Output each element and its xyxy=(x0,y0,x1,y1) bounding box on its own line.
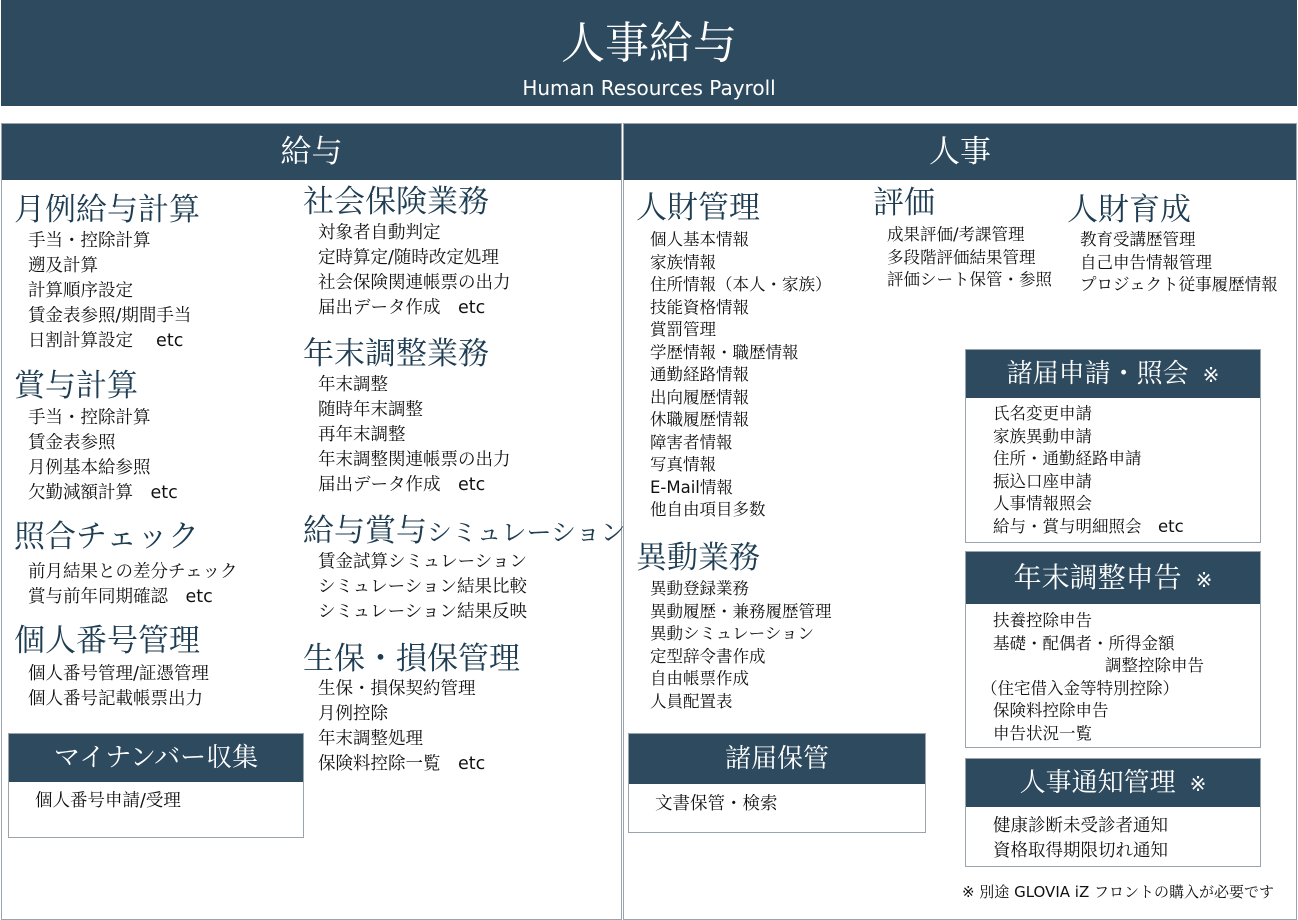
list-item: 教育受講歴管理 xyxy=(1080,230,1196,249)
list-item: 計算順序設定 xyxy=(28,281,133,301)
list-item: 届出データ作成 etc xyxy=(318,298,486,318)
list-item: 定型辞令書作成 xyxy=(650,646,766,666)
simulation-heading-small: シミュレーション xyxy=(427,518,626,547)
list-item: 家族異動申請 xyxy=(993,426,1092,446)
list-item: 手当・控除計算 xyxy=(28,231,151,251)
development-heading: 人財育成 xyxy=(1067,192,1191,228)
document-storage-box xyxy=(628,733,926,833)
talent-list xyxy=(650,229,832,522)
bonus-calc-list xyxy=(28,406,178,506)
list-item: 対象者自動判定 xyxy=(318,223,441,243)
simulation-list xyxy=(318,550,527,625)
hr-notification-box xyxy=(965,758,1261,867)
footnote: ※ 別途 GLOVIA iZ フロントの購入が必要です xyxy=(961,883,1274,901)
list-item: 再年末調整 xyxy=(318,425,406,445)
hr-notification-header xyxy=(966,759,1260,807)
check-list xyxy=(28,560,237,610)
hr-panel-header: 人事 xyxy=(624,124,1296,180)
list-item: 保険料控除申告 xyxy=(993,701,1109,720)
list-item: 扶養控除申告 xyxy=(993,611,1092,630)
year-end-list xyxy=(318,373,511,498)
list-item: 障害者情報 xyxy=(650,432,733,452)
list-item: 個人番号記載帳票出力 xyxy=(28,689,203,709)
list-item: 個人基本情報 xyxy=(650,230,749,249)
list-item: 年末調整関連帳票の出力 xyxy=(318,450,511,470)
hr-notification-mark: ※ xyxy=(1189,772,1207,796)
year-end-declaration-title: 年末調整申告 xyxy=(1013,561,1182,594)
list-item: 資格取得期限切れ通知 xyxy=(993,841,1168,861)
list-item: シミュレーション結果比較 xyxy=(318,577,527,597)
talent-heading: 人財管理 xyxy=(636,190,760,226)
list-item: 賃金試算シミュレーション xyxy=(318,552,527,572)
requests-header xyxy=(966,350,1260,398)
list-item: 届出データ作成 etc xyxy=(318,475,486,495)
hr-notification-list xyxy=(993,814,1168,864)
simulation-heading xyxy=(303,513,626,551)
year-end-heading: 年末調整業務 xyxy=(303,336,489,372)
list-item: 自己申告情報管理 xyxy=(1080,252,1212,272)
mynumber-list xyxy=(28,662,209,712)
requests-box xyxy=(965,349,1261,543)
mynumber-collect-header: マイナンバー収集 xyxy=(9,734,303,782)
list-item: 遡及計算 xyxy=(28,256,98,276)
list-item: 異動登録業務 xyxy=(650,579,749,598)
list-item: 人員配置表 xyxy=(650,691,733,711)
list-item: 年末調整 xyxy=(318,375,388,395)
year-end-declaration-header xyxy=(966,552,1260,604)
requests-title: 諸届申請・照会 xyxy=(1006,359,1189,389)
list-item: 調整控除申告 xyxy=(1105,656,1204,675)
list-item: 個人番号申請/受理 xyxy=(35,791,181,811)
year-end-declaration-box xyxy=(965,551,1261,748)
hr-notification-title: 人事通知管理 xyxy=(1019,768,1176,798)
development-list xyxy=(1080,229,1278,297)
transfer-list xyxy=(650,578,832,713)
list-item: 保険料控除一覧 etc xyxy=(318,754,486,774)
list-item: 休職履歴情報 xyxy=(650,410,749,429)
mynumber-heading: 個人番号管理 xyxy=(14,623,200,659)
list-item: 評価シート保管・参照 xyxy=(887,270,1052,289)
mynumber-collect-list xyxy=(35,789,181,814)
top-banner xyxy=(1,0,1297,106)
list-item: 多段階評価結果管理 xyxy=(887,247,1036,267)
payroll-panel-header: 給与 xyxy=(2,124,621,180)
list-item: 文書保管・検索 xyxy=(655,794,778,814)
transfer-heading: 異動業務 xyxy=(636,540,760,576)
list-item: 振込口座申請 xyxy=(993,471,1092,491)
social-insurance-heading: 社会保険業務 xyxy=(303,184,489,220)
list-item: 異動履歴・兼務履歴管理 xyxy=(650,601,832,621)
list-item: 年末調整処理 xyxy=(318,729,423,749)
year-end-declaration-list xyxy=(981,610,1204,745)
list-item: 学歴情報・職歴情報 xyxy=(650,342,799,362)
list-item: E-Mail情報 xyxy=(650,477,733,497)
list-item: 定時算定/随時改定処理 xyxy=(318,248,499,268)
insurance-list xyxy=(318,677,485,777)
list-item: 賞与前年同期確認 etc xyxy=(28,587,213,607)
list-item: （住宅借入金等特別控除） xyxy=(981,678,1179,698)
list-item: 月例基本給参照 xyxy=(28,458,151,478)
list-item: 社会保険関連帳票の出力 xyxy=(318,273,511,293)
page-subtitle: Human Resources Payroll xyxy=(522,76,776,100)
list-item: 月例控除 xyxy=(318,704,388,724)
list-item: 給与・賞与明細照会 etc xyxy=(993,516,1184,536)
list-item: 欠勤減額計算 etc xyxy=(28,483,178,503)
document-storage-header: 諸届保管 xyxy=(629,734,925,784)
requests-list xyxy=(993,403,1184,538)
list-item: プロジェクト従事履歴情報 xyxy=(1080,275,1278,294)
list-item: 通勤経路情報 xyxy=(650,365,749,384)
list-item: 健康診断未受診者通知 xyxy=(993,816,1168,836)
social-insurance-list xyxy=(318,221,511,321)
list-item: 個人番号管理/証憑管理 xyxy=(28,664,209,684)
list-item: 賞罰管理 xyxy=(650,320,716,339)
list-item: 出向履歴情報 xyxy=(650,387,749,407)
list-item: 自由帳票作成 xyxy=(650,669,749,688)
check-heading: 照合チェック xyxy=(14,519,200,555)
list-item: シミュレーション結果反映 xyxy=(318,602,527,622)
monthly-payroll-heading: 月例給与計算 xyxy=(14,192,200,228)
list-item: 他自由項目多数 xyxy=(650,500,766,519)
insurance-heading: 生保・損保管理 xyxy=(303,641,520,677)
mynumber-collect-box xyxy=(8,733,304,838)
list-item: 異動シミュレーション xyxy=(650,624,815,643)
list-item: 手当・控除計算 xyxy=(28,408,151,428)
list-item: 写真情報 xyxy=(650,455,716,474)
page-title: 人事給与 xyxy=(561,18,737,69)
document-storage-list xyxy=(655,792,778,817)
list-item: 住所・通勤経路申請 xyxy=(993,449,1142,468)
list-item: 賃金表参照/期間手当 xyxy=(28,306,192,326)
bonus-calc-heading: 賞与計算 xyxy=(14,368,138,404)
evaluation-heading: 評価 xyxy=(873,185,935,221)
list-item: 住所情報（本人・家族） xyxy=(650,275,832,294)
list-item: 前月結果との差分チェック xyxy=(28,562,238,582)
evaluation-list xyxy=(887,224,1052,292)
list-item: 氏名変更申請 xyxy=(993,404,1092,423)
list-item: 生保・損保契約管理 xyxy=(318,679,476,699)
list-item: 技能資格情報 xyxy=(650,297,749,317)
monthly-payroll-list xyxy=(28,229,191,354)
list-item: 家族情報 xyxy=(650,252,716,272)
list-item: 人事情報照会 xyxy=(993,494,1092,513)
list-item: 申告状況一覧 xyxy=(993,723,1092,743)
list-item: 基礎・配偶者・所得金額 xyxy=(993,633,1175,653)
year-end-declaration-mark: ※ xyxy=(1195,568,1213,592)
requests-mark: ※ xyxy=(1202,363,1220,387)
simulation-heading-main: 給与賞与 xyxy=(303,513,427,549)
list-item: 成果評価/考課管理 xyxy=(887,225,1025,244)
list-item: 賃金表参照 xyxy=(28,433,116,453)
list-item: 日割計算設定 etc xyxy=(28,331,184,351)
list-item: 随時年末調整 xyxy=(318,400,423,420)
